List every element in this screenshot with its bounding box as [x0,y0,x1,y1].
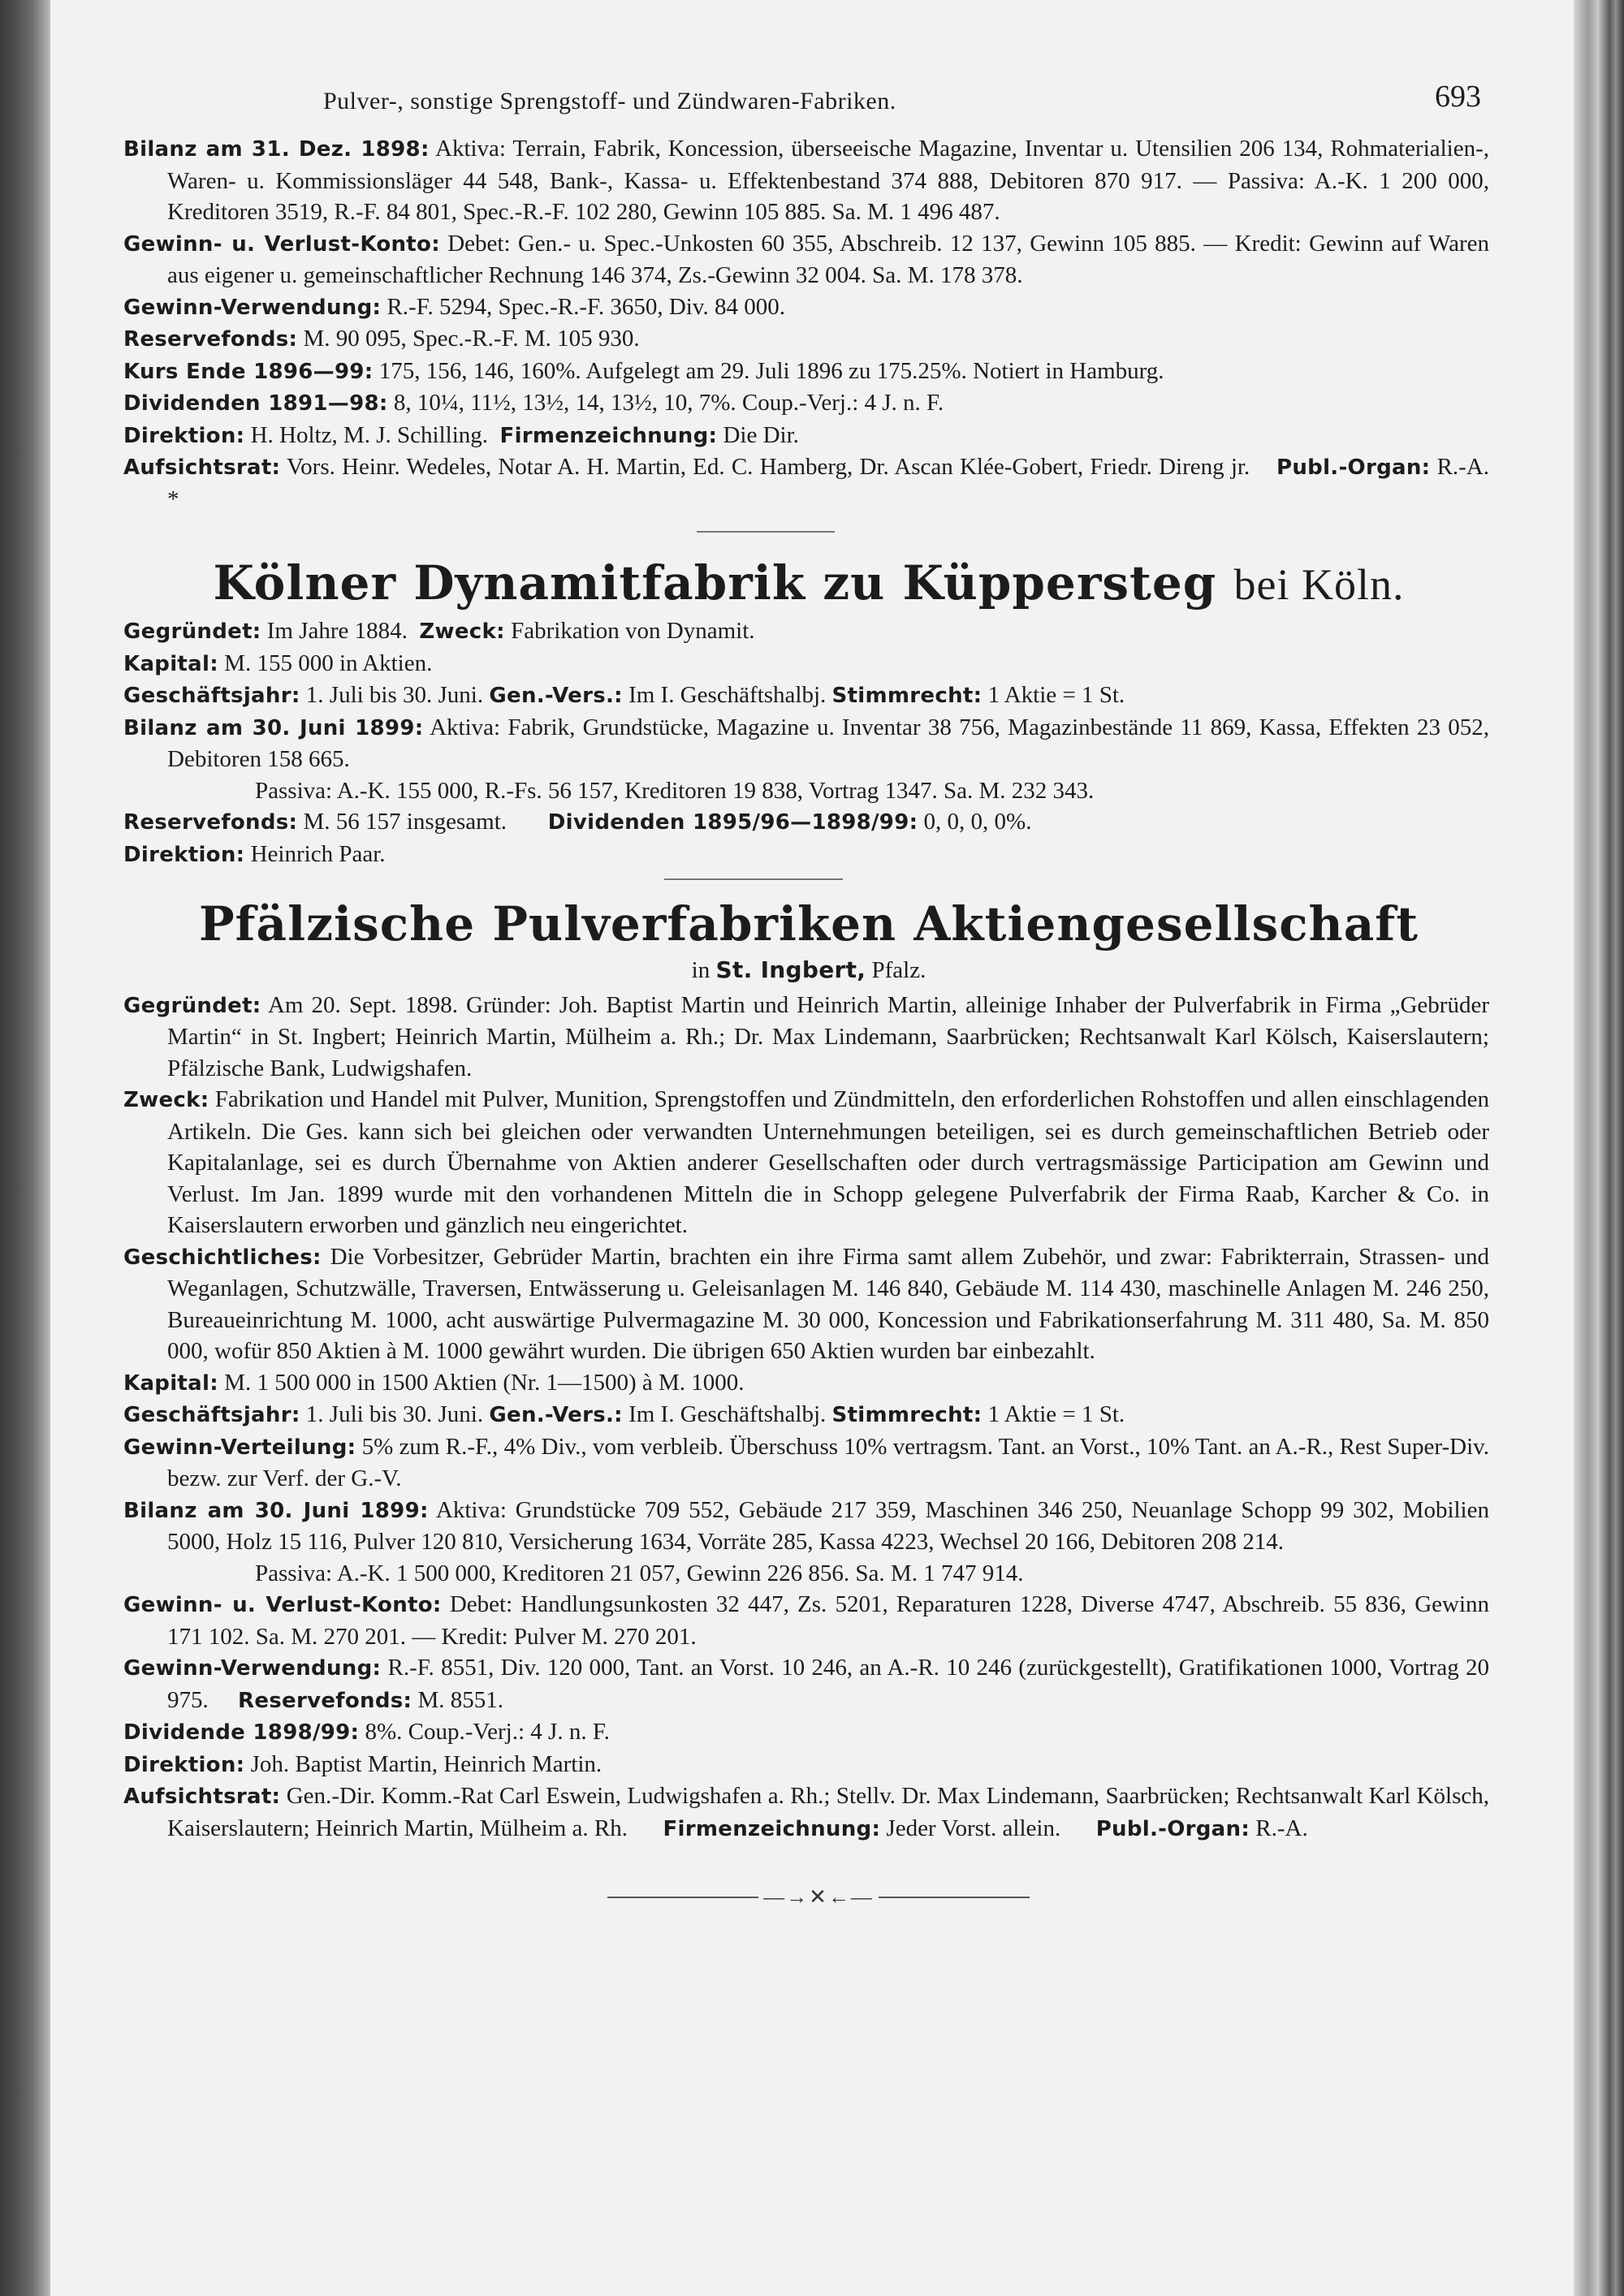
entry-text: 1. Juli bis 30. Juni. [305,682,484,708]
entry-bilanz [123,133,1490,228]
entry-text: Heinrich Paar. [250,840,386,867]
entry-label: Gegründet: [123,619,261,644]
entry-dividenden [123,387,1489,420]
page-number: 693 [1435,80,1481,114]
entry-bilanz [123,1495,1489,1558]
entry-text: Aktiva: Terrain, Fabrik, Koncession, überseeische Magazine, Inventar u. Utensilien 206 134, Rohmaterialien-, Waren- u. Kommissionsläger 44 548, Bank-, Kassa- u. Effektenbestand 374 888, Debitoren 870 917. — Passiva: A.-K. 1 200 000, Kreditoren 3519, R.-F. 84 801, Spec.-R.-F. 102 280, Gewinn 105 885. Sa. M. 1 496 487. [167,136,1490,225]
entry-text: Vors. Heinr. Wedeles, Notar A. H. Martin, Ed. C. Hamberg, Dr. Ascan Klée-Gobert, Friedr. Direng jr. [286,454,1250,480]
entry-bilanz [123,712,1489,775]
entry-label: Dividenden 1895/96—1898/99: [547,810,918,835]
entry-guv [123,1589,1490,1652]
entry-text: R.-A. * [167,454,1490,512]
entry-label: Kapital: [123,1370,218,1396]
entry-aufsichtsrat [123,451,1490,515]
entry-label: Bilanz am 30. Juni 1899: [123,1498,429,1523]
entry-guv [123,228,1489,291]
entry-reservefonds [123,323,1489,356]
entry-label: Reservefonds: [238,1688,412,1713]
entry-label: Publ.-Organ: [1276,455,1431,480]
entry-text: M. 56 157 insgesamt. [303,809,508,835]
entry-label: Zweck: [419,619,505,644]
entry-text: R.-A. [1255,1815,1308,1841]
entry-label: Gen.-Vers.: [489,684,623,708]
entry-label: Gewinn-Verwendung: [123,1656,382,1681]
book-spine-shadow [0,0,50,2296]
entry-text: Fabrikation und Handel mit Pulver, Munition, Sprengstoffen und Zündmitteln, den erforderlichen Rohstoffen und allen einschlagenden Artikeln. Die Ges. kann sich bei gleichen oder verwandten Unternehmungen beteiligen, sei es durch gemeinschaftlichen Betrieb oder Kapitalanlage, sei es durch Übernahme von Aktien anderer Gesellschaften oder durch vertragsmässige Participation am Gewinn und Verlust. Im Jan. 1899 wurde mit den vorhandenen Mitteln die in Schopp gelegene Pulverfabrik der Firma Raab, Karcher & Co. in Kaiserslautern erworben und gänzlich neu eingerichtet. [167,1086,1489,1238]
entry-gewinn-verteilung [123,1431,1490,1495]
entry-text: Debet: Gen.- u. Spec.-Unkosten 60 355, Abschreib. 12 137, Gewinn 105 885. — Kredit: Gewinn auf Waren aus eigener u. gemeinschaftlicher Rechnung 146 374, Zs.-Gewinn 32 004. Sa. M. 178 378. [167,230,1489,288]
entry-text: Fabrikation von Dynamit. [511,618,755,644]
entry-passiva: Passiva: A.-K. 1 500 000, Kreditoren 21 057, Gewinn 226 856. Sa. M. 1 747 914. [255,1560,1024,1586]
entry-text: H. Holtz, M. J. Schilling. [250,421,489,448]
closing-ornament [607,1882,1030,1914]
ornament-line-left [607,1897,758,1898]
entry-label: Dividenden 1891—98: [123,391,388,416]
entry-label: Bilanz am 31. Dez. 1898: [123,137,430,162]
entry-aufsichtsrat [123,1780,1490,1845]
company-title [128,552,1489,615]
entry-text: Die Vorbesitzer, Gebrüder Martin, brachten ein ihre Firma samt allem Zubehör, und zwar: Fabrikterrain, Strassen- und Weganlagen, Schutzwälle, Traversen, Entwässerung u. Geleisanlagen M. 146 840, Gebäude M. 114 430, maschinelle Anlagen M. 246 250, Bureaueinrichtung M. 1000, acht auswärtige Pulvermagazine M. 30 000, Koncession und Fabrikationserfahrung M. 311 480, Sa. M. 850 000, wofür 850 Aktien à M. 1000 gewährt wurden. Die übrigen 650 Aktien wurden bar einbezahlt. [167,1243,1489,1364]
company-koeln-dynamitfabrik [123,552,1489,870]
entry-label: Direktion: [123,842,245,867]
entry-label: Gewinn- u. Verlust-Konto: [123,231,440,257]
entry-dividende [123,1716,1489,1749]
ornament-line-right [879,1897,1030,1898]
entry-text: 5% zum R.-F., 4% Div., vom verbleib. Überschuss 10% vertragsm. Tant. an Vorst., 10% Tant. an A.-R., Rest Super-Div. bezw. zur Verf. der G.-V. [167,1433,1490,1491]
entry-text: Am 20. Sept. 1898. Gründer: Joh. Baptist Martin und Heinrich Martin, alleinige Inhaber der Pulverfabrik in Firma „Gebrüder Martin“ in St. Ingbert; Heinrich Martin, Mülheim a. Rh.; Dr. Max Lindemann, Saarbrücken; Rechtsanwalt Karl Kölsch, Kaiserslautern; Pfälzische Bank, Ludwigshafen. [167,991,1489,1081]
entry-text: 175, 156, 146, 160%. Aufgelegt am 29. Juli 1896 zu 175.25%. Notiert in Hamburg. [378,357,1164,384]
entry-label: Aufsichtsrat: [123,455,281,480]
company-pfaelzische-pulverfabriken [123,893,1490,1845]
entry-label: Stimmrecht: [831,1403,983,1427]
entry-kurs [123,356,1489,388]
entry-text: Im I. Geschäftshalbj. [628,1401,827,1427]
entry-label: Dividende 1898/99: [123,1720,360,1745]
entry-gegruendet [123,990,1489,1085]
entry-text: R.-F. 8551, Div. 120 000, Tant. an Vorst. 10 246, an A.-R. 10 246 (zurückgestellt), Gratifikationen 1000, Vortrag 20 975. [167,1655,1490,1713]
entry-label: Gewinn- u. Verlust-Konto: [123,1593,442,1617]
entry-label: Geschäftsjahr: [123,1403,300,1427]
page-edge-shadow [1574,0,1624,2296]
entry-label: Reservefonds: [123,327,298,352]
company-location [128,955,1489,986]
entry-label: Gewinn-Verwendung: [123,295,382,320]
entry-label: Gen.-Vers.: [489,1403,623,1427]
entry-geschaeftsjahr [123,1399,1489,1431]
entry-label: Kapital: [123,651,218,676]
section-divider [664,878,843,880]
entry-text: Gen.-Dir. Komm.-Rat Carl Eswein, Ludwigshafen a. Rh.; Stellv. Dr. Max Lindemann, Saarbrücken; Rechtsanwalt Karl Kölsch, Kaiserslautern; Heinrich Martin, Mülheim a. Rh. [167,1783,1490,1841]
location-prefix: in [691,957,710,983]
entry-text: Die Dir. [723,421,799,448]
entry-text: Jeder Vorst. allein. [886,1815,1061,1841]
running-title: Pulver-, sonstige Sprengstoff- und Zündwaren-Fabriken. [323,88,896,114]
entry-text: M. 1 500 000 in 1500 Aktien (Nr. 1—1500) à M. 1000. [224,1369,745,1396]
entry-label: Geschichtliches: [123,1245,322,1270]
entry-text: M. 8551. [417,1686,504,1713]
previous-company-entry [123,133,1490,515]
entry-direktion [123,420,1489,452]
entry-text: Im Jahre 1884. [266,618,408,644]
entry-gewinn-verwendung [123,1652,1490,1716]
entry-label: Firmenzeichnung: [499,423,718,448]
entry-reservefonds [123,806,1489,839]
entry-direktion [123,839,1489,871]
entry-gewinn-verwendung [123,291,1489,324]
entry-zweck [123,1084,1489,1241]
scanned-page [50,0,1574,2296]
page-content [123,80,1490,1914]
entry-text: 1. Juli bis 30. Juni. [305,1401,484,1427]
company-title-location: bei Köln. [1233,560,1405,609]
location-city: St. Ingbert, [715,956,866,983]
entry-text: M. 155 000 in Aktien. [224,650,433,676]
entry-text: 8, 10¼, 11½, 13½, 14, 13½, 10, 7%. Coup.-Verj.: 4 J. n. F. [393,390,944,416]
entry-label: Kurs Ende 1896—99: [123,359,374,384]
entry-label: Firmenzeichnung: [663,1816,881,1841]
entry-direktion [123,1749,1489,1781]
entry-text: Joh. Baptist Martin, Heinrich Martin. [250,1750,603,1777]
entry-text: Aktiva: Fabrik, Grundstücke, Magazine u. Inventar 38 756, Magazinbestände 11 869, Kassa, Effekten 23 052, Debitoren 158 665. [167,714,1489,772]
entry-text: 1 Aktie = 1 St. [987,682,1125,708]
entry-label: Reservefonds: [123,810,298,835]
ornament-glyph-icon: —→✕←— [763,1885,874,1909]
entry-text: R.-F. 5294, Spec.-R.-F. 3650, Div. 84 000. [387,293,785,320]
entry-label: Geschäftsjahr: [123,684,300,708]
entry-text: Debet: Handlungsunkosten 32 447, Zs. 5201, Reparaturen 1228, Diverse 4747, Abschreib. 55 836, Gewinn 171 102. Sa. M. 270 201. — Kredit: Pulver M. 270 201. [167,1591,1490,1650]
entry-text: Im I. Geschäftshalbj. [628,682,827,708]
entry-label: Direktion: [123,1752,245,1777]
entry-label: Gegründet: [123,993,261,1018]
entry-kapital [123,1367,1489,1400]
entry-geschichtliches [123,1241,1489,1367]
entry-text: M. 90 095, Spec.-R.-F. M. 105 930. [303,326,640,352]
section-divider [697,531,835,533]
entry-passiva: Passiva: A.-K. 155 000, R.-Fs. 56 157, Kreditoren 19 838, Vortrag 1347. Sa. M. 232 343. [255,777,1095,804]
entry-label: Stimmrecht: [831,684,983,708]
entry-label: Aufsichtsrat: [123,1785,281,1809]
entry-geschaeftsjahr [123,680,1489,712]
entry-label: Zweck: [123,1088,209,1112]
entry-label: Publ.-Organ: [1095,1816,1250,1841]
entry-text: Aktiva: Grundstücke 709 552, Gebäude 217 359, Maschinen 346 250, Neuanlage Schopp 99 302, Mobilien 5000, Holz 15 116, Pulver 120 810, Versicherung 1634, Vorräte 285, Kassa 4223, Wechsel 20 166, Debitoren 208 214. [167,1496,1489,1555]
company-title-main: Kölner Dynamitfabrik zu Küppersteg [213,555,1217,611]
entry-text: 0, 0, 0, 0%. [923,809,1032,835]
location-region: Pfalz. [871,957,926,983]
entry-label: Bilanz am 30. Juni 1899: [123,715,424,740]
page-header [128,80,1489,125]
entry-gegruendet [123,615,1489,648]
entry-text: 8%. Coup.-Verj.: 4 J. n. F. [365,1719,610,1745]
entry-label: Gewinn-Verteilung: [123,1435,356,1460]
entry-text: 1 Aktie = 1 St. [987,1401,1125,1427]
entry-kapital [123,648,1489,680]
company-title: Pfälzische Pulverfabriken Aktiengesellschaft [198,896,1419,952]
entry-label: Direktion: [123,423,245,448]
